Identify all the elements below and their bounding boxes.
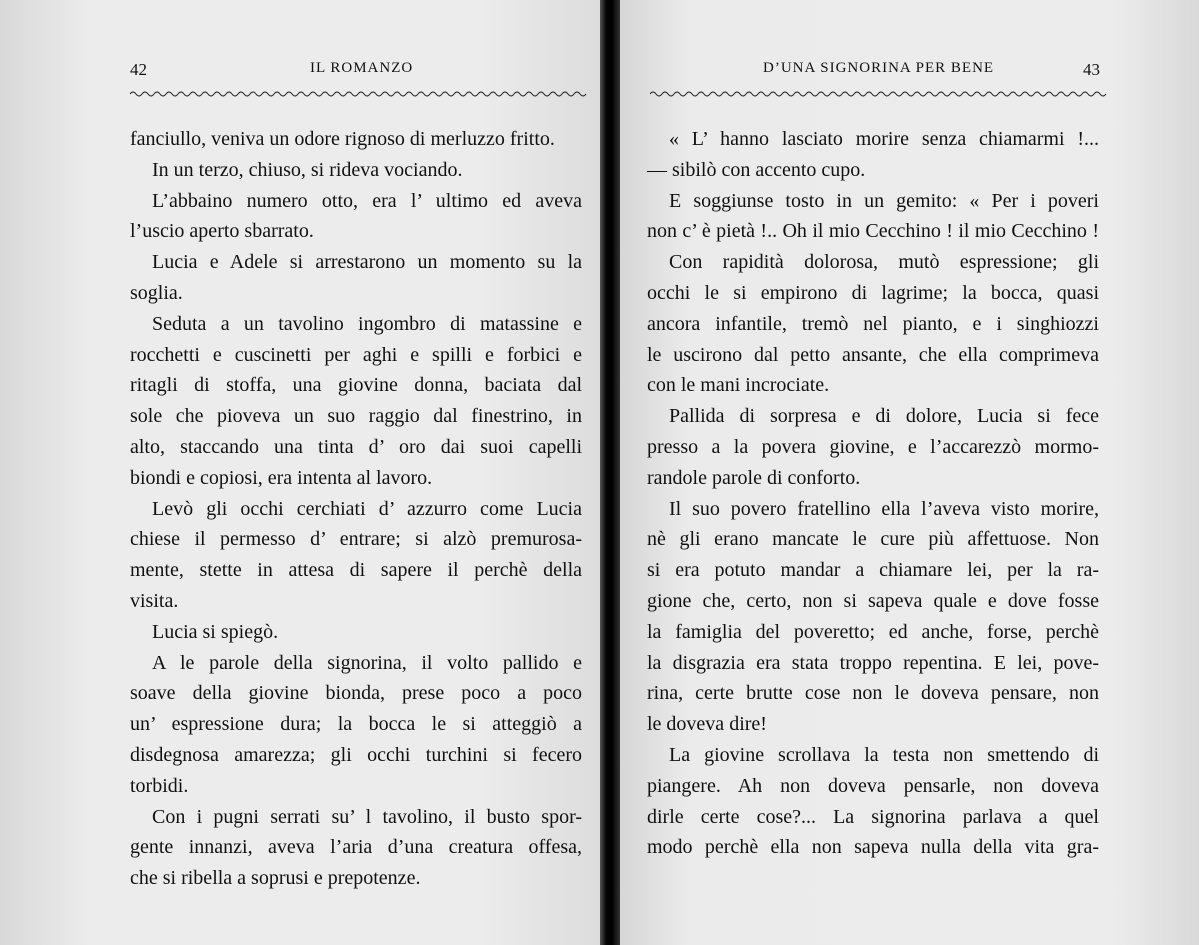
text-line: le doveva dire! (647, 713, 767, 736)
text-line: si era potuto mandar a chiamare lei, per la ra- (647, 559, 1099, 582)
text-line: presso a la povera giovine, e l’accarezzò mormo- (647, 435, 1099, 458)
book-gutter (600, 0, 620, 945)
text-line: modo perchè ella non sapeva nulla della vita gra- (647, 836, 1099, 859)
text-line: la famiglia del poveretto; ed anche, forse, perchè (647, 620, 1099, 643)
text-line: torbidi. (130, 774, 189, 797)
text-line: visita. (130, 589, 179, 612)
text-line: occhi le si empirono di lagrime; la bocca, quasi (647, 281, 1099, 304)
text-line: A le parole della signorina, il volto pallido e (152, 651, 582, 674)
text-line: piangere. Ah non doveva pensarle, non doveva (647, 774, 1099, 797)
left-page-number: 42 (130, 60, 147, 79)
text-line: alto, staccando una tinta d’ oro dai suoi capelli (130, 435, 582, 458)
text-line: gione che, certo, non si sapeva quale e dove fosse (647, 589, 1099, 612)
text-line: Con rapidità dolorosa, mutò espressione; gli (669, 251, 1099, 274)
text-line: nè gli erano mancate le cure più affettuose. Non (647, 528, 1099, 551)
text-line: rina, certe brutte cose non le doveva pensare, non (647, 682, 1099, 705)
text-line: che si ribella a soprusi e prepotenze. (130, 867, 421, 890)
text-line: fanciullo, veniva un odore rignoso di merluzzo fritto. (130, 128, 555, 150)
text-line: mente, stette in attesa di sapere il perchè della (130, 559, 582, 582)
text-line: l’uscio aperto sbarrato. (130, 220, 314, 243)
right-running-head: D’UNA SIGNORINA PER BENE (763, 60, 995, 76)
text-line: disdegnosa amarezza; gli occhi turchini si fecero (130, 743, 582, 766)
right-page (620, 0, 1199, 945)
text-line: biondi e copiosi, era intenta al lavoro. (130, 466, 433, 489)
wavy-rule-ornament (650, 92, 1106, 96)
text-line: gente innanzi, aveva l’aria d’una creatura offesa, (130, 836, 582, 859)
text-line: non c’ è pietà !.. Oh il mio Cecchino ! il mio Cecchino ! (647, 220, 1099, 243)
text-line: Seduta a un tavolino ingombro di matassine e (152, 312, 582, 335)
text-line: Il suo povero fratellino ella l’aveva visto morire, (669, 497, 1099, 520)
text-line: chiese il permesso d’ entrare; si alzò premurosa- (130, 528, 582, 551)
text-line: In un terzo, chiuso, si rideva vociando. (152, 158, 463, 181)
text-line: un’ espressione dura; la bocca le si atteggiò a (130, 713, 582, 736)
right-header-rule (620, 88, 1199, 100)
text-line: Lucia si spiegò. (152, 620, 279, 643)
left-header-rule (0, 88, 600, 100)
text-line: soave della giovine bionda, prese poco a poco (130, 682, 582, 705)
right-page-number: 43 (1083, 60, 1100, 79)
text-line: soglia. (130, 281, 183, 304)
text-line: le uscirono dal petto ansante, che ella comprimeva (647, 343, 1099, 366)
left-running-head: IL ROMANZO (310, 60, 414, 76)
text-line: « L’ hanno lasciato morire senza chiamarmi !... (669, 128, 1099, 150)
right-body-text (647, 124, 1099, 863)
text-line: sole che pioveva un suo raggio dal finestrino, in (130, 405, 582, 428)
text-line: rocchetti e cuscinetti per aghi e spilli e forbici e (130, 343, 582, 366)
left-body-text (130, 124, 582, 894)
text-line: ritagli di stoffa, una giovine donna, baciata dal (130, 374, 582, 397)
text-line: randole parole di conforto. (647, 466, 861, 489)
text-line: Levò gli occhi cerchiati d’ azzurro come Lucia (152, 497, 582, 520)
text-line: dirle certe cose?... La signorina parlava a quel (647, 805, 1099, 828)
text-line: Pallida di sorpresa e di dolore, Lucia si fece (669, 405, 1099, 428)
text-line: L’abbaino numero otto, era l’ ultimo ed aveva (152, 189, 582, 212)
text-line: E soggiunse tosto in un gemito: « Per i poveri (669, 189, 1099, 212)
text-line: Con i pugni serrati su’ l tavolino, il busto spor- (152, 805, 582, 828)
wavy-rule-ornament (130, 92, 586, 96)
text-line: ancora infantile, tremò nel pianto, e i singhiozzi (647, 312, 1099, 335)
text-line: Lucia e Adele si arrestarono un momento su la (152, 251, 582, 274)
text-line: la disgrazia era stata troppo repentina. E lei, pove- (647, 651, 1099, 674)
text-line: La giovine scrollava la testa non smettendo di (669, 743, 1099, 766)
text-line: con le mani incrociate. (647, 374, 830, 397)
text-line: — sibilò con accento cupo. (647, 158, 866, 181)
